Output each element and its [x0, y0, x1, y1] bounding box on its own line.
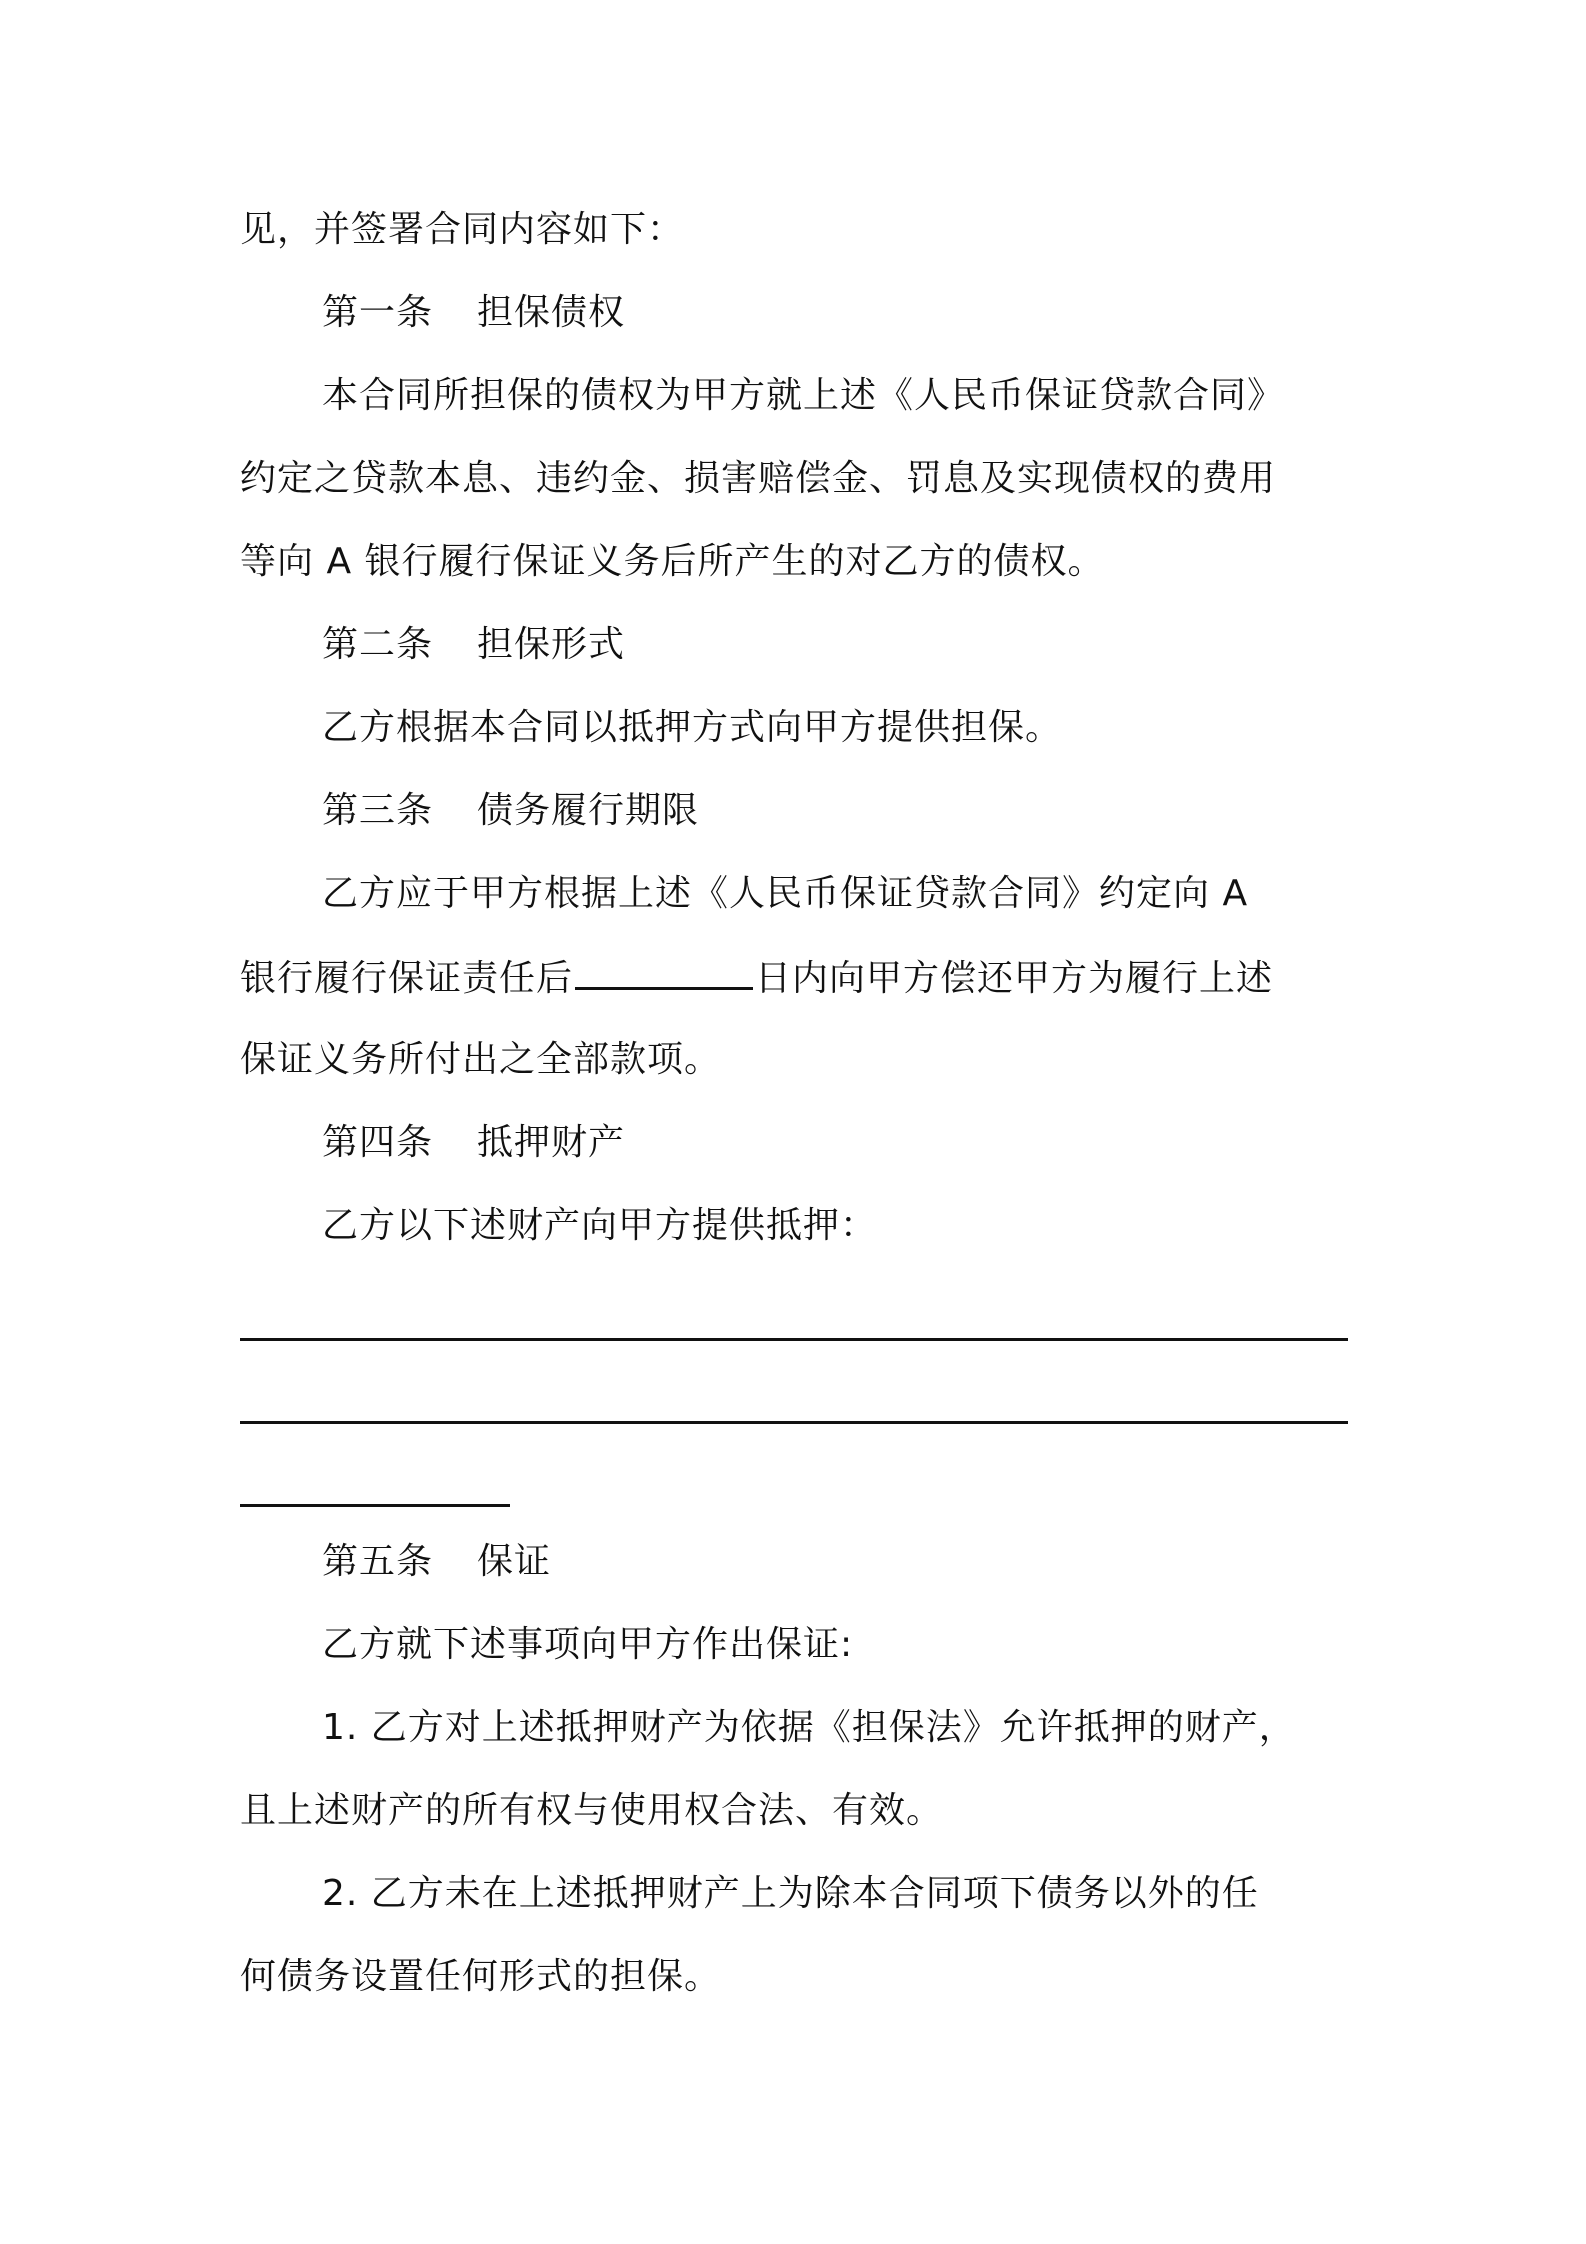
article-1-title: 担保债权 — [477, 292, 626, 333]
article-4-number: 第四条 — [322, 1122, 434, 1163]
paragraph-line: 约定之贷款本息、违约金、损害赔偿金、罚息及实现债权的费用 — [240, 458, 1277, 499]
article-3-number: 第三条 — [322, 790, 434, 831]
article-3-heading — [322, 787, 1432, 835]
paragraph-line: 何债务设置任何形式的担保。 — [240, 1956, 722, 1997]
paragraph-line: 本合同所担保的债权为甲方就上述《人民币保证贷款合同》 — [322, 375, 1285, 416]
days-blank-field[interactable] — [575, 953, 753, 990]
article-2-heading — [322, 621, 1432, 669]
paragraph-line: 乙方以下述财产向甲方提供抵押： — [322, 1205, 878, 1246]
paragraph-line: 等向 A 银行履行保证义务后所产生的对乙方的债权。 — [240, 541, 1105, 582]
article-5-title: 保证 — [477, 1541, 552, 1582]
list-item-2: 2. 乙方未在上述抵押财产上为除本合同项下债务以外的任 — [322, 1873, 1259, 1914]
blank-fill-line[interactable] — [240, 1421, 1348, 1424]
article-1-number: 第一条 — [322, 292, 434, 333]
blank-fill-line[interactable] — [240, 1504, 510, 1507]
list-item-1: 1. 乙方对上述抵押财产为依据《担保法》允许抵押的财产， — [322, 1707, 1296, 1748]
article-2-title: 担保形式 — [477, 624, 626, 665]
article-4-title: 抵押财产 — [477, 1122, 626, 1163]
article-4-heading — [322, 1119, 1432, 1167]
article-5-heading — [322, 1538, 1432, 1586]
intro-line: 见，并签署合同内容如下： — [240, 209, 685, 250]
paragraph-line: 乙方应于甲方根据上述《人民币保证贷款合同》约定向 A — [322, 873, 1249, 914]
article-5-number: 第五条 — [322, 1541, 434, 1582]
article-3-title: 债务履行期限 — [477, 790, 700, 831]
text-segment: 银行履行保证责任后 — [240, 958, 574, 999]
text-segment: 日内向甲方偿还甲方为履行上述 — [755, 958, 1274, 999]
paragraph-line: 乙方根据本合同以抵押方式向甲方提供担保。 — [322, 707, 1063, 748]
paragraph-line-with-blank — [240, 953, 1350, 1003]
paragraph-line: 保证义务所付出之全部款项。 — [240, 1039, 722, 1080]
article-1-heading — [322, 289, 1432, 337]
paragraph-line: 且上述财产的所有权与使用权合法、有效。 — [240, 1790, 944, 1831]
paragraph-line: 乙方就下述事项向甲方作出保证: — [322, 1624, 854, 1665]
blank-fill-line[interactable] — [240, 1338, 1348, 1341]
article-2-number: 第二条 — [322, 624, 434, 665]
